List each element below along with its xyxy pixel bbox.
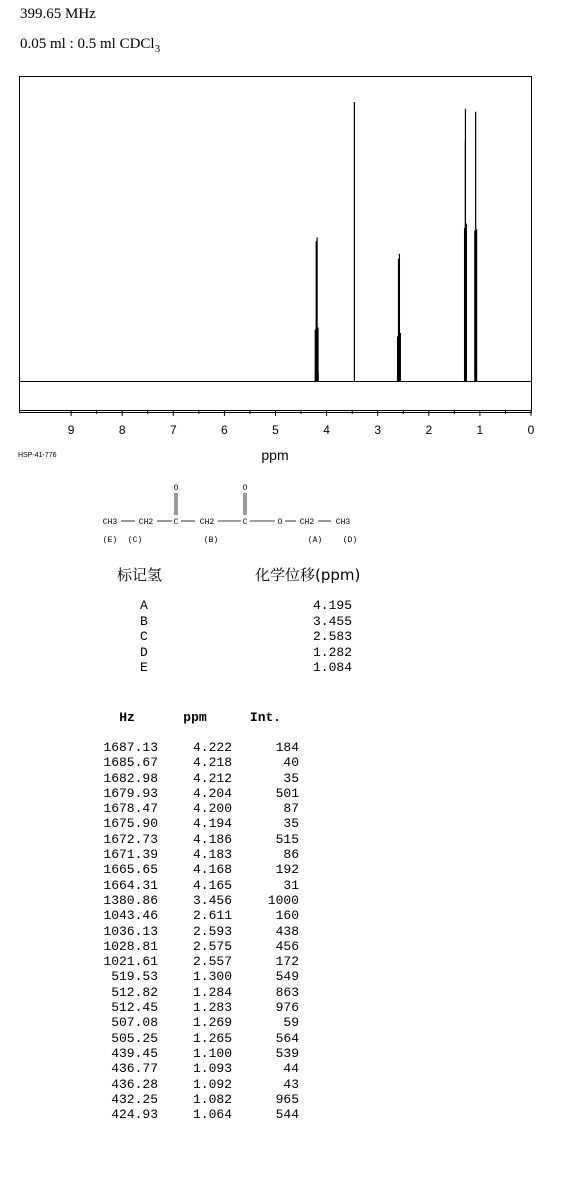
peak-ppm: 1.300 (192, 969, 232, 985)
peak-int: 863 (275, 984, 299, 1000)
peak-ppm: 1.100 (192, 1045, 232, 1061)
assignment-label: D (140, 644, 148, 660)
structure-group-ch2-c: CH2 (138, 518, 154, 527)
peak-hz: 1675.90 (103, 816, 158, 832)
peak-int: 44 (283, 1061, 299, 1077)
structure-label-a: (A) (307, 536, 323, 545)
peak-header-int: Int. (249, 710, 282, 725)
peak-row (80, 847, 299, 862)
peak-row (80, 755, 299, 770)
peak-int: 965 (275, 1091, 299, 1107)
peak-row (80, 1046, 299, 1061)
peak-hz: 1687.13 (103, 740, 158, 755)
peak-row (80, 816, 299, 831)
peak-header-hz: Hz (119, 710, 135, 725)
assignment-row (140, 645, 352, 661)
peak-ppm: 1.283 (192, 1000, 232, 1016)
x-tick-label: 5 (272, 423, 279, 437)
assignment-shift: 1.282 (312, 644, 352, 660)
peak-row (80, 924, 299, 939)
peak-hz: 1380.86 (103, 892, 158, 908)
peak-ppm: 1.269 (192, 1015, 232, 1031)
peak-row (80, 1031, 299, 1046)
peak-ppm: 1.093 (192, 1061, 232, 1077)
frequency-label: 399.65 MHz (20, 6, 96, 22)
peak-int: 549 (275, 969, 299, 985)
peak-int: 1000 (267, 892, 299, 908)
peak-row (80, 893, 299, 908)
plot-frame (20, 77, 532, 413)
peak-int: 539 (275, 1045, 299, 1061)
assignment-label: A (140, 598, 148, 613)
structure-group-ch3-d: CH3 (335, 518, 351, 527)
assignment-label: B (140, 613, 148, 629)
peak-hz: 1671.39 (103, 847, 158, 863)
peak-ppm: 1.092 (192, 1076, 232, 1092)
assignment-row (140, 614, 352, 630)
peak-lines (315, 102, 476, 381)
peak-int: 184 (275, 740, 299, 755)
assignment-label: E (140, 660, 148, 675)
structure-label-e: (E) (102, 536, 118, 545)
peak-int: 35 (283, 770, 299, 786)
peak-ppm: 3.456 (192, 892, 232, 908)
assignment-shift-header: 化学位移(ppm) (255, 566, 361, 584)
peak-ppm: 4.194 (192, 816, 232, 832)
assignment-label-header: 标记氢 (117, 566, 163, 584)
peak-hz: 1036.13 (103, 923, 158, 939)
peak-int: 86 (283, 847, 299, 863)
assignment-table (140, 598, 352, 676)
peak-ppm: 4.212 (192, 770, 232, 786)
peak-row (80, 878, 299, 893)
peak-header-ppm: ppm (183, 710, 207, 725)
peak-hz: 424.93 (111, 1107, 158, 1123)
peak-int: 87 (283, 801, 299, 817)
peak-hz: 1665.65 (103, 862, 158, 878)
peak-int: 564 (275, 1030, 299, 1046)
peak-ppm: 4.183 (192, 847, 232, 863)
structure-group-ch2-b: CH2 (199, 518, 215, 527)
peak-row (80, 954, 299, 969)
peak-row (80, 1092, 299, 1107)
peak-table (80, 710, 299, 1122)
peak-hz: 505.25 (111, 1030, 158, 1046)
peak-ppm: 4.165 (192, 877, 232, 893)
peak-hz: 436.77 (111, 1061, 158, 1077)
peak-ppm: 1.284 (192, 984, 232, 1000)
peak-hz: 1021.61 (103, 954, 158, 970)
peak-int: 456 (275, 938, 299, 954)
structure-oxygen-2: O (242, 484, 248, 493)
assignment-row (140, 660, 352, 676)
peak-ppm: 1.064 (192, 1107, 232, 1123)
peak-row (80, 1077, 299, 1092)
chemical-structure (95, 480, 385, 550)
peak-hz: 432.25 (111, 1091, 158, 1107)
peak-row (80, 801, 299, 816)
peak-hz: 1679.93 (103, 785, 158, 801)
peak-int: 501 (275, 785, 299, 801)
structure-group-c2: C (242, 518, 248, 527)
solvent-text: 0.05 ml : 0.5 ml CDCl (20, 36, 155, 52)
peak-row (80, 862, 299, 877)
peak-int: 438 (275, 923, 299, 939)
peak-int: 43 (283, 1076, 299, 1092)
peak-ppm: 2.611 (192, 908, 232, 924)
assignment-shift: 4.195 (312, 598, 352, 613)
peak-int: 59 (283, 1015, 299, 1031)
peak-hz: 512.82 (111, 984, 158, 1000)
x-axis-label: ppm (261, 447, 289, 463)
x-tick-label: 4 (323, 423, 330, 437)
assignment-shift: 2.583 (312, 629, 352, 644)
peak-int: 160 (275, 908, 299, 924)
solvent-subscript: 3 (154, 43, 161, 55)
peak-row (80, 786, 299, 801)
peak-ppm: 4.222 (192, 740, 232, 755)
peak-row (80, 1107, 299, 1122)
peak-ppm: 4.200 (192, 801, 232, 817)
x-axis-ticks (68, 411, 535, 438)
assignment-row (140, 598, 352, 614)
peak-int: 40 (283, 755, 299, 771)
structure-group-o: O (277, 518, 283, 527)
structure-group-c1: C (173, 518, 179, 527)
x-tick-label: 0 (527, 423, 535, 437)
peak-ppm: 4.204 (192, 785, 232, 801)
nmr-spectrum-chart (0, 0, 570, 470)
x-tick-label: 3 (374, 423, 382, 437)
peak-ppm: 4.218 (192, 755, 232, 771)
peak-row (80, 969, 299, 984)
peak-row (80, 1000, 299, 1015)
peak-ppm: 1.082 (192, 1091, 232, 1107)
assignment-label: C (140, 629, 148, 644)
peak-int: 172 (275, 954, 299, 970)
x-tick-label: 1 (476, 423, 484, 437)
x-tick-label: 6 (221, 423, 228, 437)
peak-int: 35 (283, 816, 299, 832)
peak-row (80, 832, 299, 847)
peak-hz: 519.53 (111, 969, 158, 985)
structure-group-ch3-e: CH3 (102, 518, 118, 527)
peak-ppm: 2.575 (192, 938, 232, 954)
peak-row (80, 1015, 299, 1030)
peak-hz: 439.45 (111, 1045, 158, 1061)
peak-hz: 1028.81 (103, 938, 158, 954)
peak-ppm: 4.168 (192, 862, 232, 878)
peak-hz: 507.08 (111, 1015, 158, 1031)
x-tick-label: 2 (425, 423, 433, 437)
peak-int: 31 (283, 877, 299, 893)
peak-ppm: 1.265 (192, 1030, 232, 1046)
peak-row (80, 939, 299, 954)
peak-ppm: 2.557 (192, 954, 232, 970)
peak-int: 976 (275, 1000, 299, 1016)
peak-hz: 1664.31 (103, 877, 158, 893)
structure-label-c: (C) (127, 536, 143, 545)
peak-table-header (80, 710, 299, 740)
x-tick-label: 9 (67, 423, 75, 437)
x-tick-label: 7 (169, 423, 177, 437)
assignment-shift: 3.455 (312, 613, 352, 629)
peak-hz: 1672.73 (103, 831, 158, 847)
structure-label-d: (D) (342, 536, 358, 545)
peak-hz: 512.45 (111, 1000, 158, 1016)
peak-row (80, 985, 299, 1000)
assignment-row (140, 629, 352, 645)
peak-row (80, 908, 299, 923)
structure-oxygen-1: O (173, 484, 179, 493)
peak-hz: 1043.46 (103, 908, 158, 924)
assignment-shift: 1.084 (312, 660, 352, 675)
spectrum-code: HSP-41-776 (18, 452, 57, 459)
peak-ppm: 4.186 (192, 831, 232, 847)
structure-label-b: (B) (203, 536, 219, 545)
peak-hz: 1685.67 (103, 755, 158, 771)
peak-ppm: 2.593 (192, 923, 232, 939)
peak-hz: 1682.98 (103, 770, 158, 786)
peak-int: 515 (275, 831, 299, 847)
peak-table-body (80, 740, 299, 1122)
x-tick-label: 8 (118, 423, 126, 437)
peak-row (80, 771, 299, 786)
peak-int: 192 (275, 862, 299, 878)
peak-row (80, 740, 299, 755)
peak-int: 544 (275, 1107, 299, 1123)
peak-hz: 1678.47 (103, 801, 158, 817)
structure-group-ch2-a: CH2 (299, 518, 315, 527)
peak-row (80, 1061, 299, 1076)
peak-hz: 436.28 (111, 1076, 158, 1092)
